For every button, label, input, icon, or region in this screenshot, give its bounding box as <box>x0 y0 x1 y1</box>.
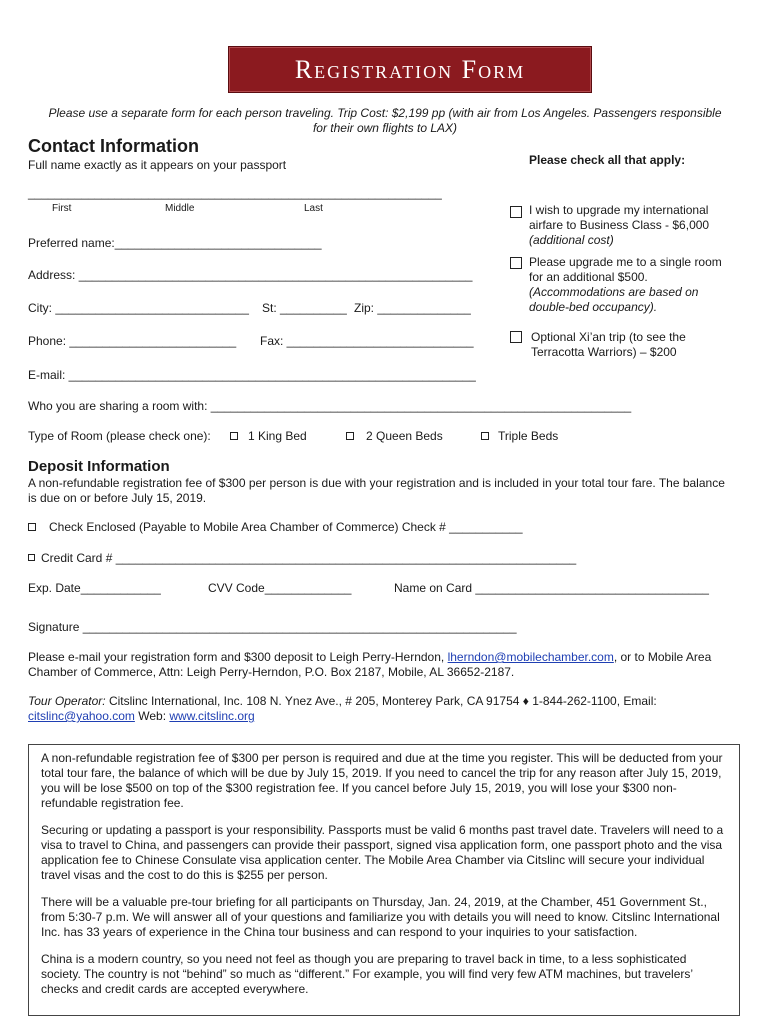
mail-text: Please e-mail your registration form and $300 deposit to Leigh Perry-Herndon, <box>28 650 445 664</box>
tour-operator-label: Tour Operator: <box>28 694 106 708</box>
roommate-field[interactable]: Who you are sharing a room with: _______________________________________________________________ <box>28 399 632 413</box>
contact-email-link[interactable]: lherndon@mobilechamber.com <box>447 650 614 664</box>
business-class-option <box>529 203 709 248</box>
fee-policy-paragraph: A non-refundable registration fee of $300 per person is required and due at the time you register. This will be deducted from your total tour fare, the balance of which will be due by July 15, 2019. If you need to cancel the trip for any reason after July 15, 2019, you will be lose $500 on top of the $300 registration fee. If you cancel before July 15, 2019, you will lose your $300 non-refundable registration fee. <box>41 751 723 810</box>
option-text: I wish to upgrade my international <box>529 203 709 217</box>
room-type-label: Type of Room (please check one): <box>28 429 211 443</box>
name-on-card-field[interactable]: Name on Card ___________________________________ <box>394 581 709 595</box>
triple-beds-label: Triple Beds <box>498 429 559 443</box>
address-field[interactable]: Address: ___________________________________________________________ <box>28 268 473 282</box>
xian-trip-checkbox[interactable] <box>510 331 522 343</box>
xian-trip-option <box>531 330 686 360</box>
contact-heading: Contact Information <box>28 136 199 156</box>
option-text: for an additional $500. <box>529 270 648 284</box>
preferred-name-field[interactable]: Preferred name:_______________________________ <box>28 236 322 250</box>
deposit-text: A non-refundable registration fee of $300 per person is due with your registration and is included in your total tour fare. The balance is due on or before July 15, 2019. <box>28 476 725 505</box>
fullname-label: Full name exactly as it appears on your passport <box>28 158 287 172</box>
queen-beds-checkbox[interactable] <box>346 432 354 440</box>
single-room-checkbox[interactable] <box>510 257 522 269</box>
check-enclosed-field[interactable]: Check Enclosed (Payable to Mobile Area Chamber of Commerce) Check # ___________ <box>49 520 523 534</box>
passport-paragraph: Securing or updating a passport is your responsibility. Passports must be valid 6 months past travel date. Travelers will need to a visa to travel to China, and passengers can provide their passport, signed visa application form, one passport photo and the visa application fee to Chinese Consulate visa application center. The Mobile Area Chamber via Citslinc will secure your individual travel visas and the cost to do this is $255 per person. <box>41 823 724 882</box>
operator-email-link[interactable]: citslinc@yahoo.com <box>28 709 135 723</box>
zip-field[interactable]: Zip: ______________ <box>354 301 471 315</box>
tour-operator-info <box>28 694 728 724</box>
options-heading: Please check all that apply: <box>529 153 686 167</box>
briefing-paragraph: There will be a valuable pre-tour briefing for all participants on Thursday, Jan. 24, 2019, at the Chamber, 451 Government St., from 5:30-7 p.m. We will answer all of your questions and familiarize you with details you will need to know. Citslinc International Inc. has 33 years of experience in the China tour business and can respond to your inquiries to your satisfaction. <box>41 895 720 939</box>
option-text: Optional Xi’an trip (to see the <box>531 330 686 344</box>
first-label: First <box>52 203 72 214</box>
option-note: (Accommodations are based on <box>529 285 699 299</box>
form-title-banner <box>228 46 592 93</box>
email-field[interactable]: E-mail: _____________________________________________________________ <box>28 368 476 382</box>
city-field[interactable]: City: _____________________________ <box>28 301 249 315</box>
state-field[interactable]: St: __________ <box>262 301 347 315</box>
check-enclosed-checkbox[interactable] <box>28 523 36 531</box>
option-note: (additional cost) <box>529 233 614 247</box>
middle-label: Middle <box>165 203 195 214</box>
mail-instructions <box>28 650 728 680</box>
signature-field[interactable]: Signature _________________________________________________________________ <box>28 620 517 634</box>
credit-card-checkbox[interactable] <box>28 554 35 561</box>
china-paragraph: China is a modern country, so you need not feel as though you are preparing to travel back in time, to a less sophisticated society. The country is not “behind” so much as “different.” For example, you will find very few ATM machines, but travelers’ checks and credit cards are accepted everywhere. <box>41 952 693 996</box>
single-room-option <box>529 255 722 315</box>
web-label: Web: <box>138 709 167 723</box>
option-note: double-bed occupancy). <box>529 300 658 314</box>
form-title: Registration Form <box>294 54 526 84</box>
last-label: Last <box>304 203 323 214</box>
cvv-field[interactable]: CVV Code_____________ <box>208 581 352 595</box>
deposit-heading: Deposit Information <box>28 458 170 475</box>
exp-date-field[interactable]: Exp. Date____________ <box>28 581 161 595</box>
terms-notice-box <box>28 744 740 1016</box>
intro-text: Please use a separate form for each person traveling. Trip Cost: $2,199 pp (with air from Los Angeles. Passengers responsible for their own flights to LAX) <box>48 106 722 135</box>
credit-card-field[interactable]: Credit Card # _____________________________________________________________________ <box>41 551 577 565</box>
option-text: Terracotta Warriors) – $200 <box>531 345 677 359</box>
king-bed-label: 1 King Bed <box>248 429 307 443</box>
mail-text: , or to Mobile <box>613 650 684 664</box>
fax-field[interactable]: Fax: ____________________________ <box>260 334 474 348</box>
phone-field[interactable]: Phone: _________________________ <box>28 334 237 348</box>
tour-operator-text: Citslinc International, Inc. 108 N. Ynez Ave., # 205, Monterey Park, CA 91754 ♦ 1-844-262-1100, Email: <box>108 694 657 708</box>
king-bed-checkbox[interactable] <box>230 432 238 440</box>
option-text: Please upgrade me to a single room <box>529 255 722 269</box>
mail-address: Area Chamber of Commerce, Attn: Leigh Perry-Herndon, P.O. Box 2187, Mobile, AL 36652-2187. <box>28 650 712 679</box>
business-class-checkbox[interactable] <box>510 206 522 218</box>
operator-website-link[interactable]: www.citslinc.org <box>169 709 255 723</box>
triple-beds-checkbox[interactable] <box>481 432 489 440</box>
fullname-field[interactable]: ______________________________________________________________ <box>28 186 442 200</box>
option-text: airfare to Business Class - $6,000 <box>529 218 710 232</box>
queen-beds-label: 2 Queen Beds <box>366 429 443 443</box>
